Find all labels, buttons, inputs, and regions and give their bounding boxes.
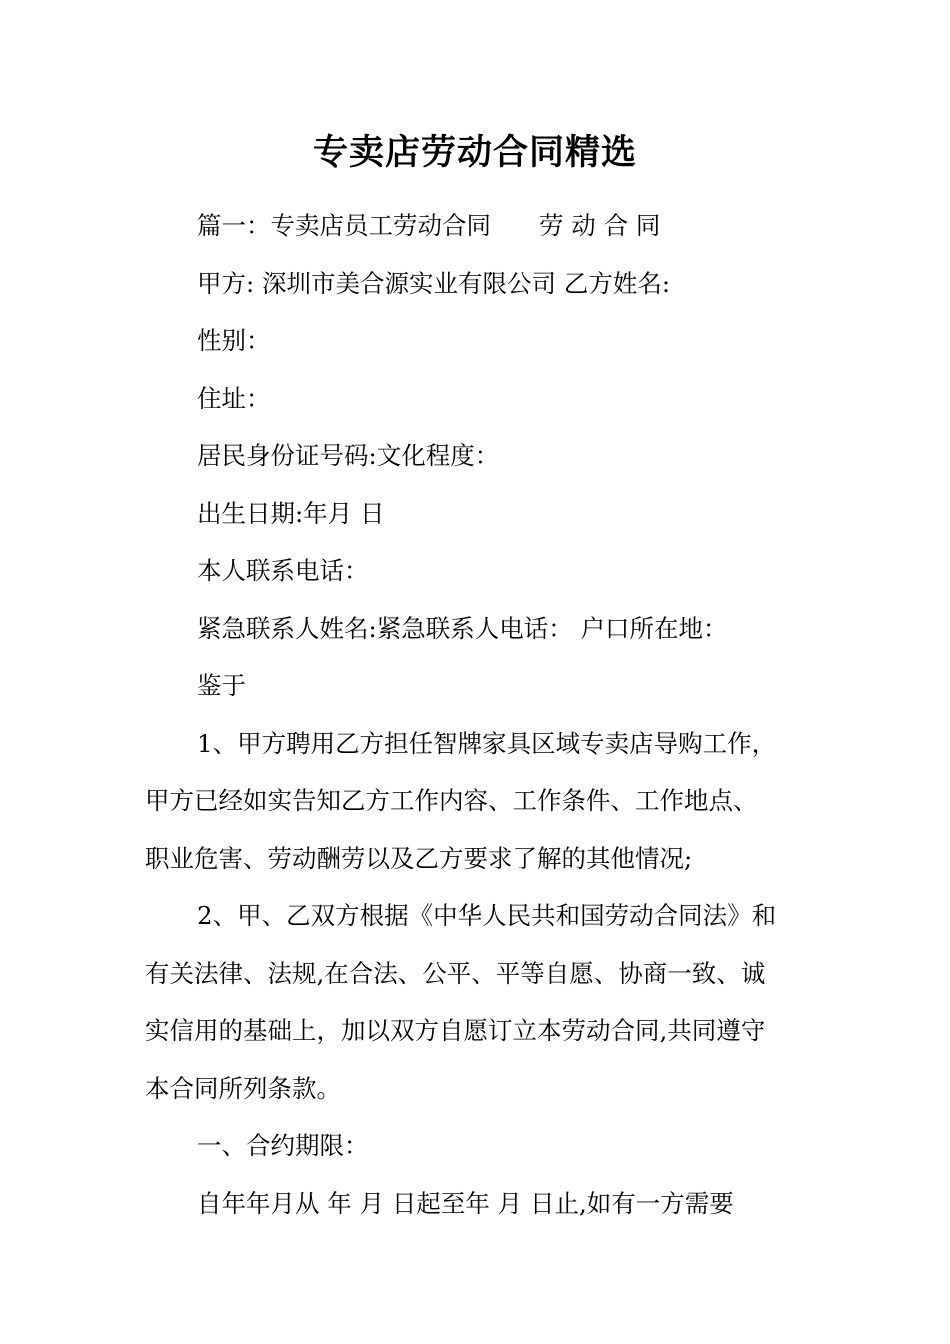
clause1-line-1: 1、甲方聘用乙方担任智牌家具区域专卖店导购工作， xyxy=(197,728,777,758)
address-field: 住址： xyxy=(197,383,271,413)
emergency-contact-field: 紧急联系人姓名:紧急联系人电话： 户口所在地： xyxy=(197,613,728,643)
document-title: 专卖店劳动合同精选 xyxy=(312,132,637,173)
clause2-line-1: 2、甲、乙双方根据《中华人民共和国劳动合同法》和 xyxy=(197,901,777,930)
gender-field: 性别： xyxy=(197,326,271,355)
birth-date-field: 出生日期:年月 日 xyxy=(197,498,385,528)
clause1-line-3: 职业危害、劳动酬劳以及乙方要求了解的其他情况; xyxy=(145,843,693,873)
party-line: 甲方: 深圳市美合源实业有限公司 乙方姓名: xyxy=(197,268,671,298)
id-education-field: 居民身份证号码:文化程度： xyxy=(197,441,500,470)
whereas-line: 鉴于 xyxy=(197,671,246,700)
clause2-line-2: 有关法律、法规,在合法、公平、平等自愿、协商一致、诚 xyxy=(145,958,766,988)
clause1-line-2: 甲方已经如实告知乙方工作内容、工作条件、工作地点、 xyxy=(145,786,758,815)
clause2-line-3: 实信用的基础上，加以双方自愿订立本劳动合同,共同遵守 xyxy=(145,1016,766,1045)
document-body xyxy=(145,197,810,1232)
header-line-right: 劳 动 合 同 xyxy=(539,211,661,240)
clause2-line-4: 本合同所列条款。 xyxy=(145,1073,341,1103)
section1-text: 自年年月从 年 月 日起至年 月 日止,如有一方需要 xyxy=(197,1188,734,1218)
header-line-left: 篇一：专卖店员工劳动合同 xyxy=(197,211,491,240)
phone-field: 本人联系电话： xyxy=(197,556,369,585)
header-line xyxy=(145,197,810,255)
section1-heading: 一、合约期限： xyxy=(197,1131,369,1160)
